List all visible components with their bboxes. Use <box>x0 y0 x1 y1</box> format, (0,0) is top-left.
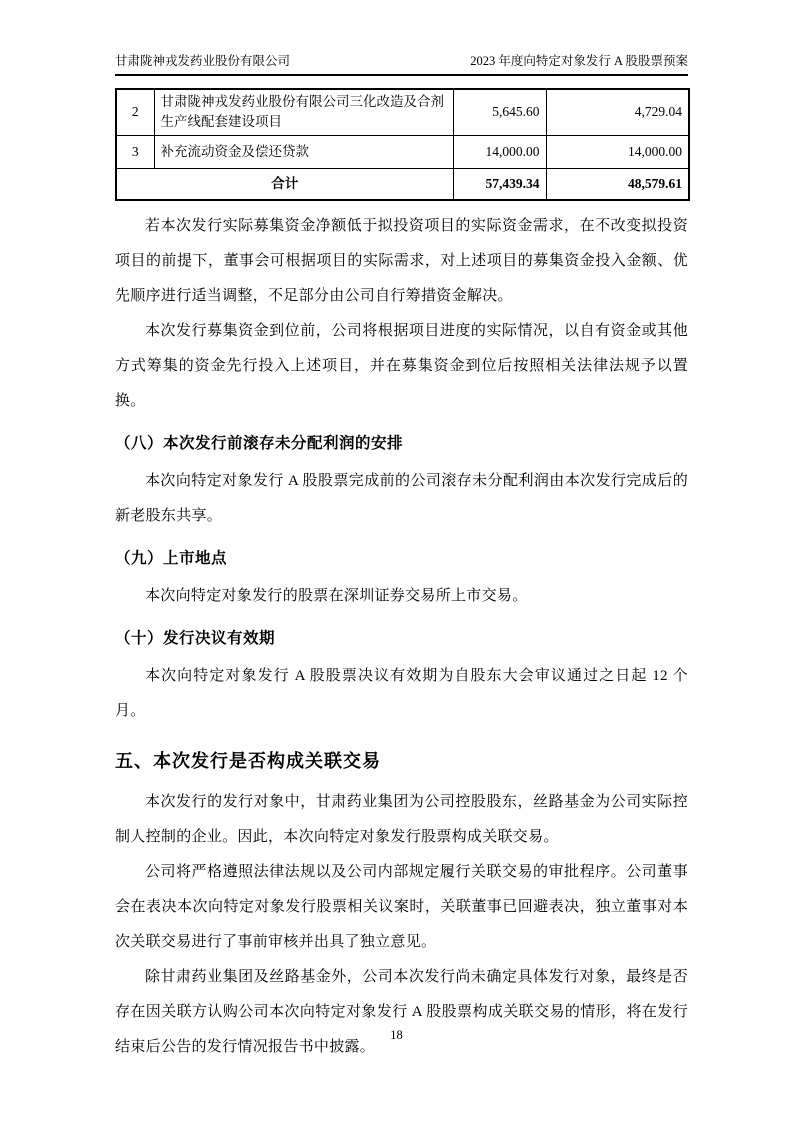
chapter-5-paragraph-3: 除甘肃药业集团及丝路基金外，公司本次发行尚未确定具体发行对象，最终是否存在因关联方认购公司本次向特定对象发行 A 股股票构成关联交易的情形，将在发行结束后公告的发行情况报告书中披露。 <box>115 969 688 1055</box>
project-name: 甘肃陇神戎发药业股份有限公司三化改造及合剂生产线配套建设项目 <box>154 89 453 135</box>
section-10-paragraph: 本次向特定对象发行 A 股股票决议有效期为自股东大会审议通过之日起 12 个月。 <box>115 668 688 719</box>
chapter-5-paragraph-2: 公司将严格遵照法律法规以及公司内部规定履行关联交易的审批程序。公司董事会在表决本次向特定对象发行股票相关议案时，关联董事已回避表决，独立董事对本次关联交易进行了事前审核并出具了独立意见。 <box>115 864 688 950</box>
page-content <box>115 52 688 1065</box>
amount-column-1: 5,645.60 <box>453 89 546 135</box>
amount-column-2: 4,729.04 <box>546 89 689 135</box>
section-8-paragraph: 本次向特定对象发行 A 股股票完成前的公司滚存未分配利润由本次发行完成后的新老股东共享。 <box>115 473 688 524</box>
section-9-paragraph: 本次向特定对象发行的股票在深圳证券交易所上市交易。 <box>145 588 528 604</box>
section-10-heading: （十）发行决议有效期 <box>115 630 276 647</box>
fund-usage-table <box>115 88 690 201</box>
paragraph-fund-advance: 本次发行募集资金到位前，公司将根据项目进度的实际情况，以自有资金或其他方式筹集的资金先行投入上述项目，并在募集资金到位后按照相关法律法规予以置换。 <box>115 323 688 409</box>
amount-column-1: 14,000.00 <box>453 135 546 168</box>
total-label: 合计 <box>116 168 453 200</box>
page-number: 18 <box>390 1028 403 1042</box>
running-header <box>115 52 688 76</box>
header-document-title: 2023 年度向特定对象发行 A 股股票预案 <box>470 54 688 68</box>
row-number: 2 <box>116 89 154 135</box>
total-amount-2: 48,579.61 <box>546 168 689 200</box>
row-number: 3 <box>116 135 154 168</box>
table-row <box>116 89 689 135</box>
project-name: 补充流动资金及偿还贷款 <box>154 135 453 168</box>
amount-column-2: 14,000.00 <box>546 135 689 168</box>
section-8-heading: （八）本次发行前滚存未分配利润的安排 <box>115 435 404 452</box>
chapter-5-heading: 五、本次发行是否构成关联交易 <box>115 751 381 771</box>
chapter-5-paragraph-1: 本次发行的发行对象中，甘肃药业集团为公司控股股东，丝路基金为公司实际控制人控制的企业。因此，本次向特定对象发行股票构成关联交易。 <box>115 794 688 845</box>
paragraph-fund-adjustment: 若本次发行实际募集资金净额低于拟投资项目的实际资金需求，在不改变拟投资项目的前提下，董事会可根据项目的实际需求，对上述项目的募集资金投入金额、优先顺序进行适当调整，不足部分由公司自行筹措资金解决。 <box>115 218 688 304</box>
total-amount-1: 57,439.34 <box>453 168 546 200</box>
table-row <box>116 135 689 168</box>
header-company-name: 甘肃陇神戎发药业股份有限公司 <box>115 54 291 68</box>
section-9-heading: （九）上市地点 <box>115 550 228 567</box>
table-total-row <box>116 168 689 200</box>
